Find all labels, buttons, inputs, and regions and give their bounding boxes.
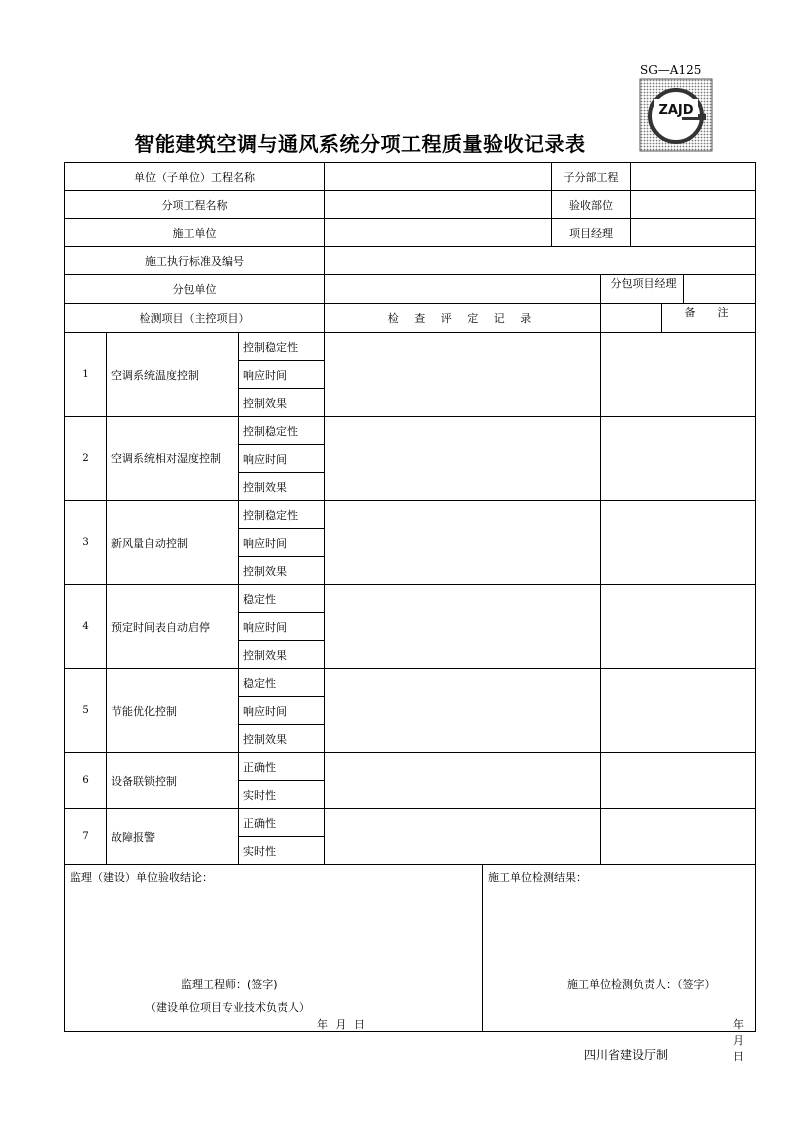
supervision-date: 年 月 日: [317, 1018, 367, 1031]
check-label: 响应时间: [239, 445, 325, 473]
table-row: [65, 809, 756, 837]
check-label: 控制稳定性: [239, 333, 325, 361]
record-cell[interactable]: [325, 417, 601, 501]
record-cell[interactable]: [325, 669, 601, 753]
item-number: 7: [65, 809, 107, 865]
item-project-label: 分项工程名称: [65, 191, 325, 219]
sub-project-manager-text: 分包项目经理: [610, 277, 677, 290]
row-unit-project: [65, 163, 756, 191]
contractor-result-label: 施工单位检测结果：: [488, 871, 587, 884]
subcontractor-field[interactable]: [325, 275, 601, 304]
sub-project-manager-value[interactable]: [683, 275, 752, 303]
supervision-conclusion-label: 监理（建设）单位验收结论：: [70, 871, 213, 884]
remark-cell[interactable]: [601, 501, 756, 585]
check-label: 正确性: [239, 809, 325, 837]
form-code: SG—A125: [640, 63, 702, 77]
check-label: 控制效果: [239, 641, 325, 669]
col-header-record: 检 查 评 定 记 录: [325, 304, 601, 333]
project-manager-label: 项目经理: [552, 219, 631, 247]
remark-cell[interactable]: [601, 417, 756, 501]
check-label: 响应时间: [239, 361, 325, 389]
unit-project-field[interactable]: [325, 163, 552, 191]
supervision-signer-sub: （建设单位项目专业技术负责人）: [145, 1001, 310, 1014]
subcontractor-label: 分包单位: [65, 275, 325, 304]
acceptance-part-label: 验收部位: [552, 191, 631, 219]
row-conclusions: [65, 865, 756, 1032]
check-label: 控制效果: [239, 725, 325, 753]
acceptance-part-field[interactable]: [631, 191, 756, 219]
item-number: 1: [65, 333, 107, 417]
check-label: 稳定性: [239, 585, 325, 613]
row-subcontractor: [65, 275, 756, 304]
item-number: 6: [65, 753, 107, 809]
project-manager-field[interactable]: [631, 219, 756, 247]
row-standard: [65, 247, 756, 275]
table-row: [65, 333, 756, 361]
contractor-field[interactable]: [325, 219, 552, 247]
item-number: 4: [65, 585, 107, 669]
item-name: 新风量自动控制: [107, 501, 239, 585]
col-header-remark-text: 备 注: [684, 306, 729, 319]
item-name: 空调系统温度控制: [107, 333, 239, 417]
contractor-signer: 施工单位检测负责人：（签字）: [567, 978, 716, 991]
col-header-items: 检测项目（主控项目）: [65, 304, 325, 333]
table-row: [65, 585, 756, 613]
remark-cell[interactable]: [601, 669, 756, 753]
unit-project-label: 单位（子单位）工程名称: [65, 163, 325, 191]
table-row: [65, 669, 756, 697]
record-cell[interactable]: [325, 809, 601, 865]
row-item-project: [65, 191, 756, 219]
check-label: 实时性: [239, 837, 325, 865]
sub-project-manager-field[interactable]: [610, 275, 756, 304]
contractor-label: 施工单位: [65, 219, 325, 247]
remark-cell[interactable]: [601, 585, 756, 669]
check-label: 响应时间: [239, 697, 325, 725]
item-project-field[interactable]: [325, 191, 552, 219]
table-row: [65, 501, 756, 529]
remark-cell[interactable]: [601, 333, 756, 417]
remark-cell[interactable]: [601, 753, 756, 809]
issuer-note: 四川省建设厅制: [584, 1048, 669, 1062]
table-row: [65, 417, 756, 445]
check-label: 响应时间: [239, 613, 325, 641]
supervision-conclusion[interactable]: [65, 865, 483, 1032]
check-label: 控制效果: [239, 389, 325, 417]
item-number: 3: [65, 501, 107, 585]
item-name: 节能优化控制: [107, 669, 239, 753]
row-contractor: [65, 219, 756, 247]
item-number: 5: [65, 669, 107, 753]
record-cell[interactable]: [325, 753, 601, 809]
logo-text: ZAJD: [658, 103, 694, 118]
check-label: 控制效果: [239, 473, 325, 501]
check-label: 控制稳定性: [239, 417, 325, 445]
record-cell[interactable]: [325, 333, 601, 417]
table-row: [65, 753, 756, 781]
col-header-spacer: [601, 304, 662, 332]
row-column-headers: [65, 304, 756, 333]
check-label: 控制效果: [239, 557, 325, 585]
item-name: 预定时间表自动启停: [107, 585, 239, 669]
check-label: 实时性: [239, 781, 325, 809]
item-number: 2: [65, 417, 107, 501]
remark-cell[interactable]: [601, 809, 756, 865]
item-name: 空调系统相对湿度控制: [107, 417, 239, 501]
supervision-signer: 监理工程师：(签字): [181, 978, 278, 991]
sub-division-field[interactable]: [631, 163, 756, 191]
record-cell[interactable]: [325, 501, 601, 585]
contractor-date: 年 月 日: [733, 1018, 746, 1063]
check-label: 响应时间: [239, 529, 325, 557]
col-header-remark: [601, 304, 756, 333]
check-label: 稳定性: [239, 669, 325, 697]
standard-label: 施工执行标准及编号: [65, 247, 325, 275]
check-label: 正确性: [239, 753, 325, 781]
item-name: 故障报警: [107, 809, 239, 865]
check-label: 控制稳定性: [239, 501, 325, 529]
page-title: 智能建筑空调与通风系统分项工程质量验收记录表: [134, 132, 586, 156]
standard-field[interactable]: [325, 247, 756, 275]
sub-division-label: 子分部工程: [552, 163, 631, 191]
record-cell[interactable]: [325, 585, 601, 669]
item-name: 设备联锁控制: [107, 753, 239, 809]
